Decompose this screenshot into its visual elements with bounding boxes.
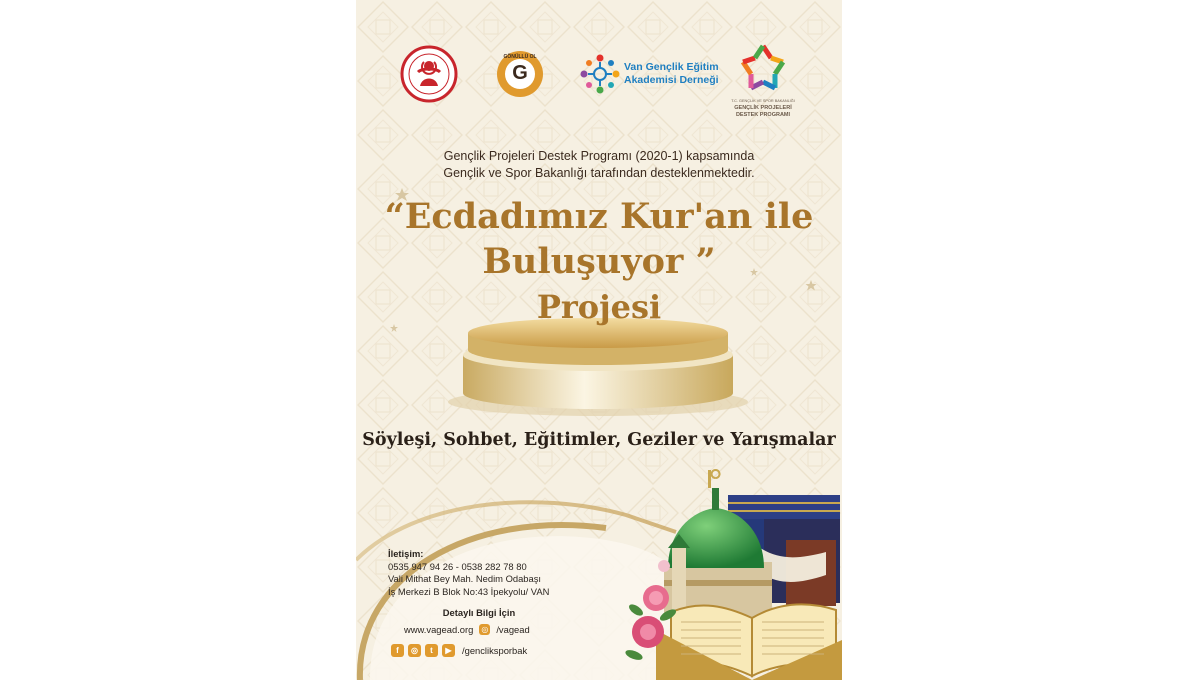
gpdp-logo xyxy=(728,42,798,126)
logo-row xyxy=(356,42,842,132)
contact-address-line2: İş Merkezi B Blok No:43 İpekyolu/ VAN xyxy=(388,585,550,597)
more-info-heading: Detaylı Bilgi İçin xyxy=(442,607,516,618)
instagram-icon[interactable]: ◎ xyxy=(408,644,421,657)
poster xyxy=(356,0,842,680)
project-title xyxy=(356,195,842,329)
title-line1: “Ecdadımız Kur'an ile xyxy=(384,196,814,237)
vagead-name-line1: Van Gençlik Eğitim xyxy=(624,61,719,73)
contact-block xyxy=(388,548,549,598)
activities-subtitle: Söyleşi, Sohbet, Eğitimler, Geziler ve Yarışmalar xyxy=(362,430,836,450)
twitter-icon[interactable]: t xyxy=(425,644,438,657)
vagead-logo xyxy=(580,54,720,98)
title-line2: Buluşuyor ” xyxy=(482,241,716,282)
open-book-illustration xyxy=(656,604,842,680)
facebook-icon[interactable]: f xyxy=(391,644,404,657)
title-line3: Projesi xyxy=(536,288,662,326)
contact-address-line1: Vali Mithat Bey Mah. Nedim Odabaşı xyxy=(388,573,542,585)
social-links xyxy=(391,644,527,657)
support-line2: Gençlik ve Spor Bakanlığı tarafından desteklenmektedir. xyxy=(443,166,755,180)
contact-heading: İletişim: xyxy=(388,548,424,559)
podium-illustration xyxy=(448,318,748,416)
website-link[interactable]: www.vagead.org xyxy=(404,624,474,635)
gonullu-ring-text: GÖNÜLLÜ OL xyxy=(503,54,537,60)
gpdp-caption-line2: DESTEK PROGRAMI xyxy=(735,112,791,118)
instagram-handle[interactable]: /vagead xyxy=(496,624,530,635)
gpdp-caption-line1: GENÇLİK PROJELERİ xyxy=(734,105,792,111)
youtube-icon[interactable]: ▶ xyxy=(442,644,455,657)
gpdp-star-icon xyxy=(739,42,787,92)
instagram-icon: ◎ xyxy=(479,624,490,635)
more-info-block xyxy=(404,607,584,635)
social-handle[interactable]: /gencliksporbak xyxy=(462,645,528,656)
vagead-people-icon xyxy=(580,54,620,94)
gonullu-logo xyxy=(496,50,544,98)
gonullu-letter: G xyxy=(512,62,528,84)
ministry-logo xyxy=(400,42,458,106)
contact-phones: 0535 947 94 26 - 0538 282 78 80 xyxy=(388,560,527,572)
gpdp-caption-small: T.C. GENÇLİK VE SPOR BAKANLIĞI xyxy=(731,99,795,103)
support-line1: Gençlik Projeleri Destek Programı (2020-1) kapsamında xyxy=(443,149,755,163)
vagead-name-line2: Akademisi Derneği xyxy=(624,74,719,86)
support-statement xyxy=(376,148,822,182)
